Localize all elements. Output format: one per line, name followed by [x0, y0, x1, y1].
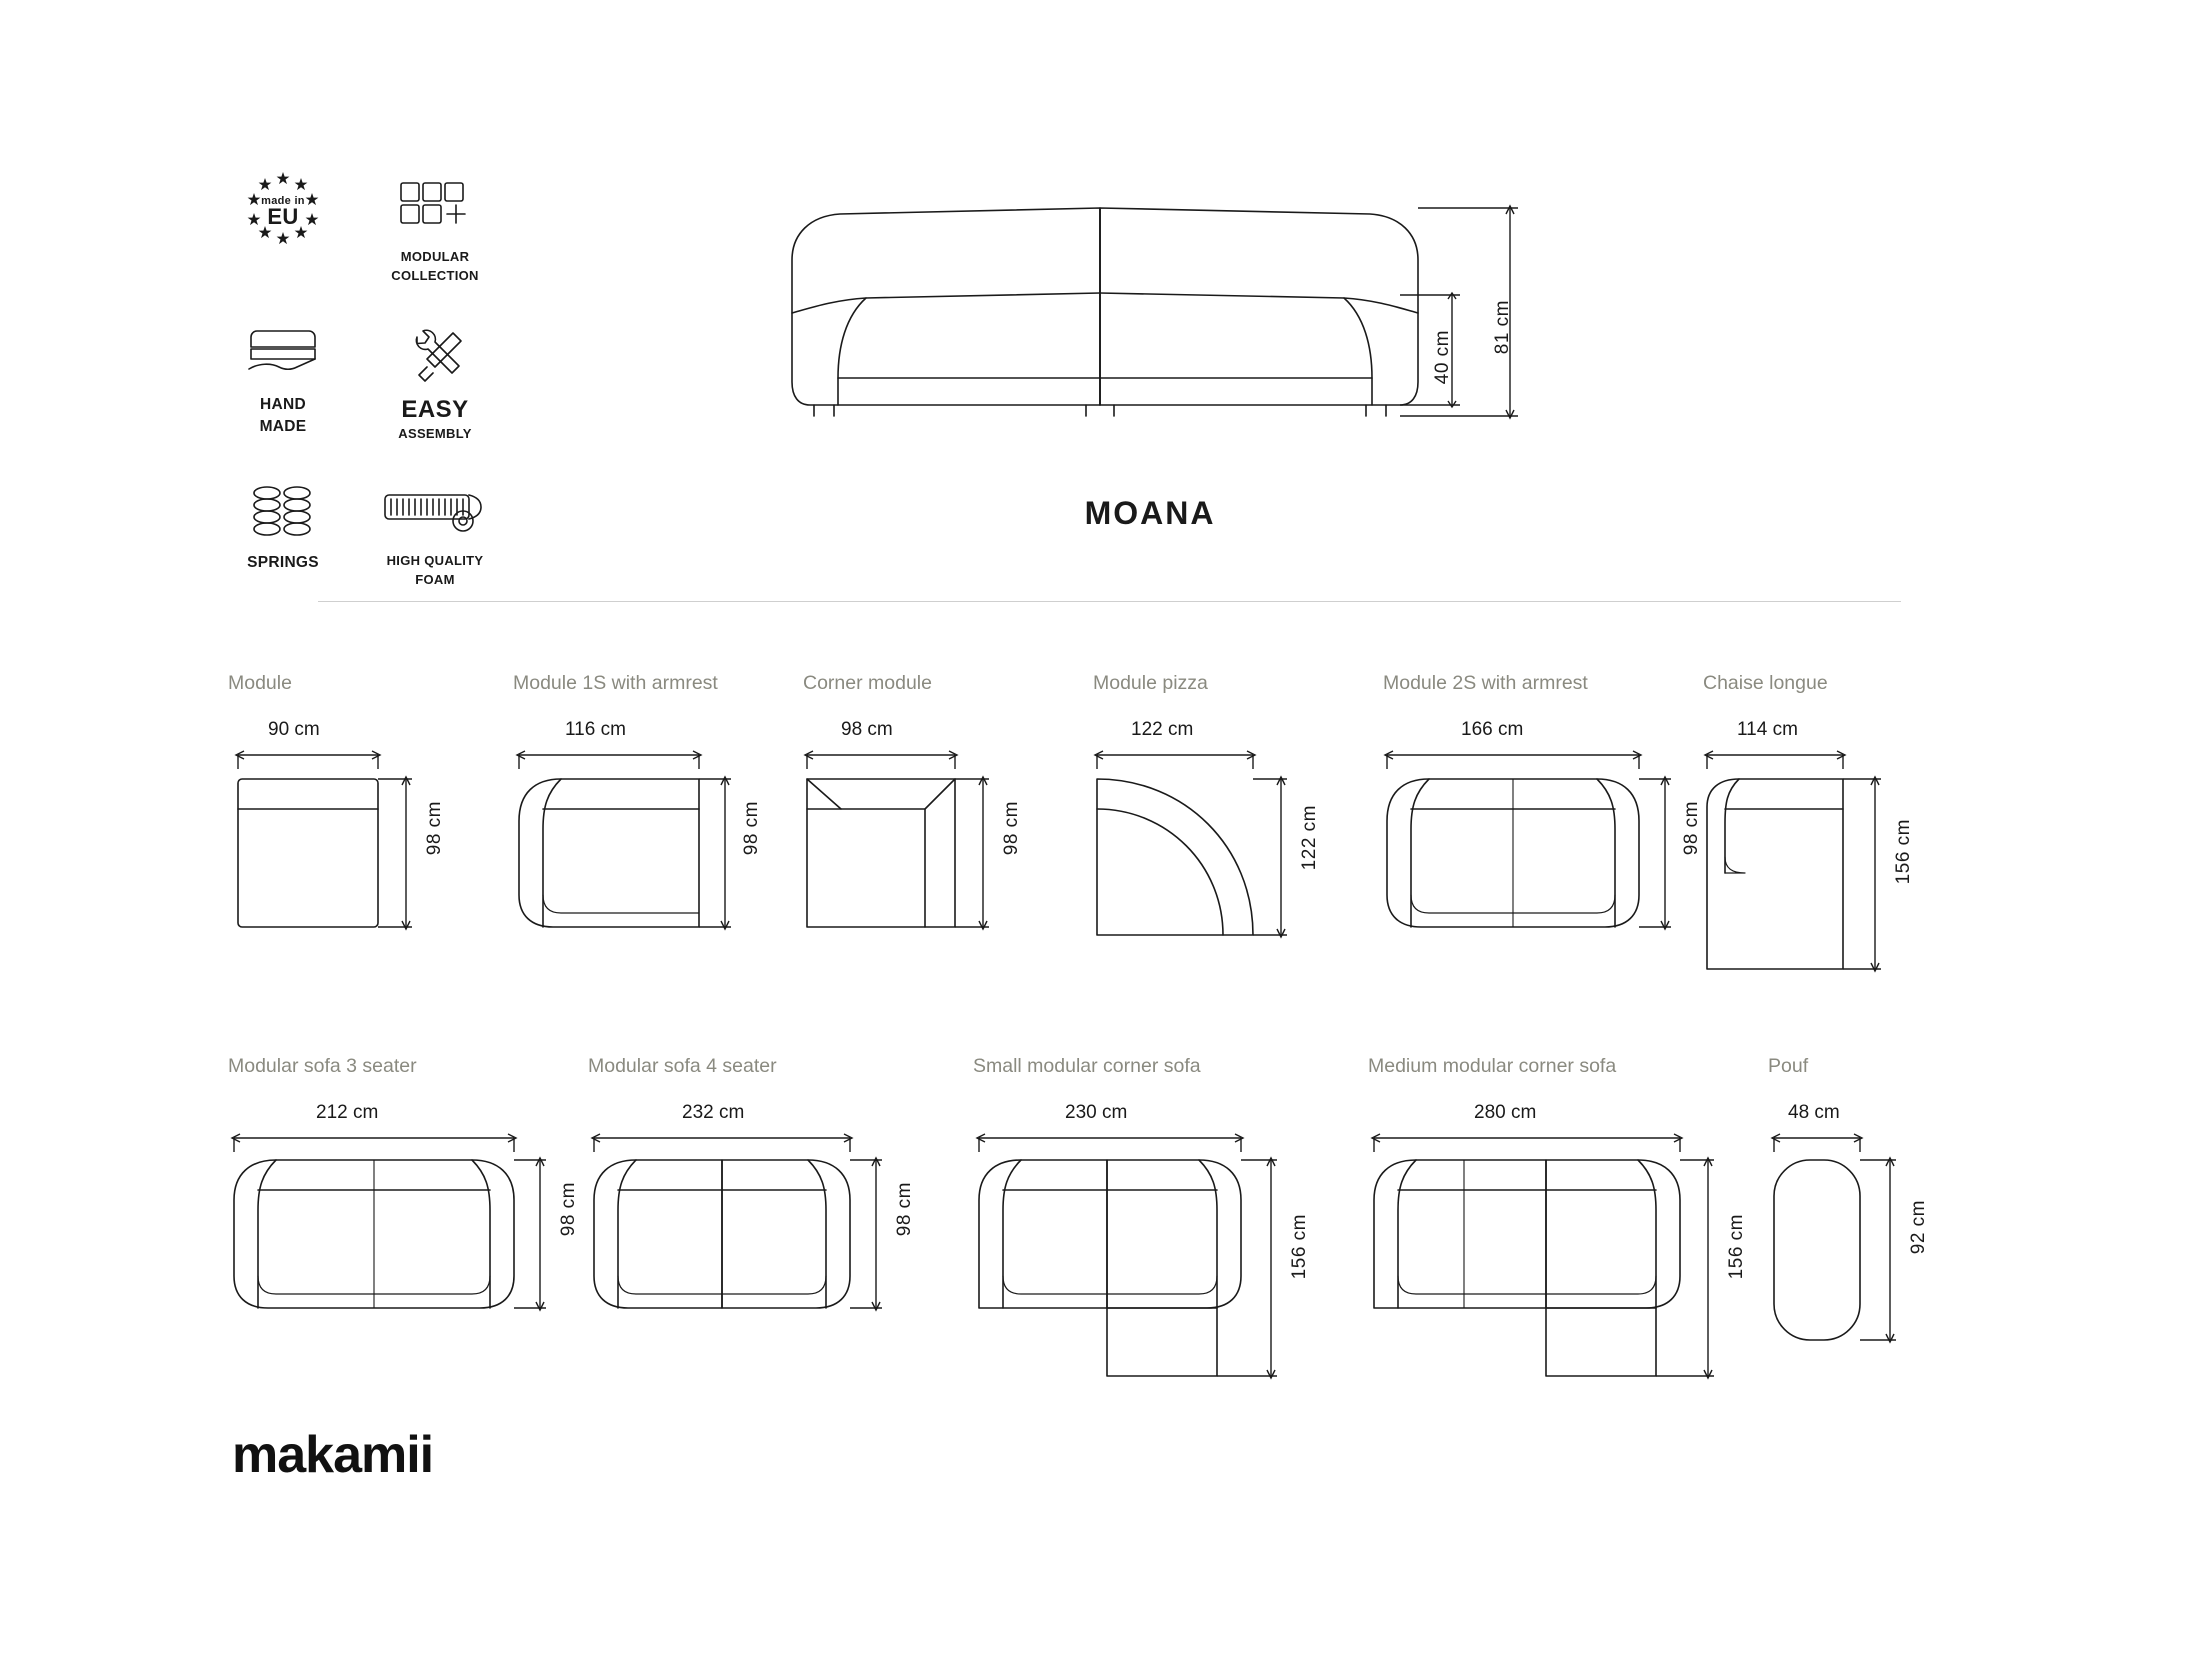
badge-made-in-eu: [228, 170, 338, 284]
badge-modular-collection: [380, 170, 490, 284]
product-title: MOANA: [1084, 495, 1216, 531]
hero-sofa-front-view: [770, 200, 1530, 450]
badge-hand-made: [228, 316, 338, 443]
composition-width: 280 cm: [1474, 1102, 1537, 1123]
module-title: Corner module: [803, 672, 932, 694]
composition-cell-medium-corner: [1368, 1055, 1768, 1392]
badge-easy-assembly-line2: ASSEMBLY: [398, 426, 472, 442]
modular-grid-icon: [380, 170, 490, 246]
hand-sofa-icon: [228, 316, 338, 392]
badge-springs-label: SPRINGS: [247, 554, 319, 572]
module-height: 156 cm: [1893, 819, 1914, 885]
module-cell-module-1s: [513, 672, 803, 1009]
composition-height: 98 cm: [894, 1182, 915, 1237]
module-title: Chaise longue: [1703, 672, 1828, 694]
composition-title: Medium modular corner sofa: [1368, 1055, 1617, 1077]
feature-badges: [228, 170, 498, 620]
module-cell-module-2s: [1383, 672, 1703, 1009]
foam-roll-icon: [380, 474, 490, 550]
badge-modular-collection-line1: MODULAR: [400, 249, 470, 264]
module-width: 114 cm: [1737, 719, 1798, 740]
module-title: Module 1S with armrest: [513, 672, 718, 694]
module-height: 122 cm: [1299, 805, 1320, 871]
badge-springs: [228, 474, 338, 588]
module-height: 98 cm: [424, 801, 445, 856]
composition-height: 92 cm: [1908, 1200, 1929, 1255]
module-width: 116 cm: [565, 719, 626, 740]
badge-row-1: [228, 170, 498, 284]
composition-cell-3-seater: [228, 1055, 588, 1392]
compositions-row: [228, 1055, 1948, 1392]
module-width: 98 cm: [841, 719, 893, 740]
springs-icon: [228, 474, 338, 550]
badge-row-3: [228, 474, 498, 588]
brand-logo: makamii: [232, 1426, 434, 1484]
module-width: 166 cm: [1461, 719, 1524, 740]
module-title: Module pizza: [1093, 672, 1208, 694]
badge-foam-line1: HIGH QUALITY: [386, 553, 484, 569]
modules-row: [228, 672, 1948, 1009]
module-width: 122 cm: [1131, 719, 1194, 740]
tools-icon: [380, 316, 490, 392]
composition-title: Modular sofa 3 seater: [228, 1055, 417, 1077]
module-cell-chaise: [1703, 672, 1948, 1009]
module-cell-module: [228, 672, 513, 1009]
badge-hand-made-line1: HAND: [260, 395, 306, 413]
composition-title: Modular sofa 4 seater: [588, 1055, 777, 1077]
composition-width: 212 cm: [316, 1102, 379, 1123]
composition-height: 156 cm: [1289, 1214, 1310, 1280]
badge-row-2: [228, 316, 498, 443]
section-divider: [318, 601, 1901, 602]
module-height: 98 cm: [1681, 801, 1702, 856]
composition-width: 232 cm: [682, 1102, 745, 1123]
hero-seat-height: 40 cm: [1432, 330, 1453, 385]
composition-cell-4-seater: [588, 1055, 973, 1392]
module-cell-pizza: [1093, 672, 1383, 1009]
composition-width: 48 cm: [1788, 1102, 1840, 1123]
svg-text:EU: EU: [267, 204, 299, 229]
composition-cell-pouf: [1768, 1055, 1948, 1392]
module-height: 98 cm: [1001, 801, 1022, 856]
composition-title: Pouf: [1768, 1055, 1809, 1077]
composition-height: 156 cm: [1726, 1214, 1747, 1280]
hero-total-height: 81 cm: [1492, 300, 1513, 355]
module-title: Module: [228, 672, 292, 694]
composition-cell-small-corner: [973, 1055, 1368, 1392]
module-cell-corner: [803, 672, 1093, 1009]
badge-foam-line2: FOAM: [415, 572, 455, 588]
eu-stars-icon: [228, 170, 338, 246]
badge-easy-assembly: [380, 316, 490, 443]
module-title: Module 2S with armrest: [1383, 672, 1588, 694]
badge-high-quality-foam: [380, 474, 490, 588]
badge-modular-collection-line2: COLLECTION: [391, 267, 479, 283]
module-height: 98 cm: [741, 801, 762, 856]
module-width: 90 cm: [268, 719, 320, 740]
badge-hand-made-line2: MADE: [259, 417, 307, 435]
composition-title: Small modular corner sofa: [973, 1055, 1201, 1077]
badge-easy-assembly-line1: EASY: [401, 395, 469, 423]
composition-width: 230 cm: [1065, 1102, 1128, 1123]
composition-height: 98 cm: [558, 1182, 579, 1237]
svg-text:made in: made in: [261, 195, 305, 207]
